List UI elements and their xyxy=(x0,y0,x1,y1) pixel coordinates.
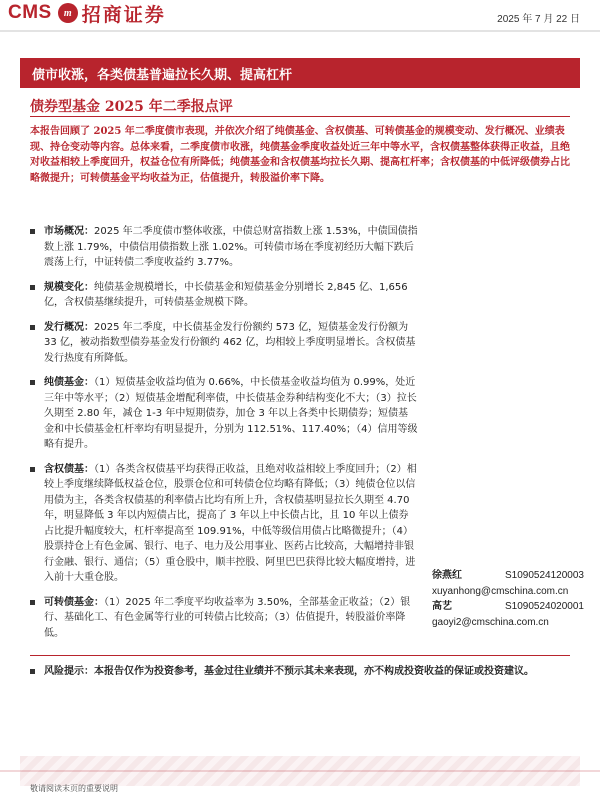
key-point-equity-bond xyxy=(30,462,418,586)
key-point-label: 可转债基金： xyxy=(44,596,104,608)
key-points-list xyxy=(30,224,418,650)
bullet-square-icon xyxy=(30,467,35,472)
key-point-text: 2025 年二季度债市整体收涨，中债总财富指数上涨 1.53%，中债国债指数上涨 1.79%，中债信用债指数上涨 1.02%。可转债市场在季度初经历大幅下跌后震荡上行，中证转债二季度收益约 3.77%。 xyxy=(44,226,418,268)
report-abstract: 本报告回顾了 2025 年二季度债市表现，并依次介绍了纯债基金、含权债基、可转债基金的规模变动、发行概况、业绩表现、持仓变动等内容。总体来看，二季度债市收涨，纯债基金季度收益处近三年中等水平，含权债基整体获得正收益，且绝对收益相较上季度回升，权益仓位有所降低；纯债基金和含权债基均拉长久期、提高杠杆率；含权债基的中低评级债券占比略微提升；可转债基金平均收益为正，估值提升，转股溢价率下降。 xyxy=(30,126,570,184)
key-point-text: 2025 年二季度，中长债基金发行份额约 573 亿，短债基金发行份额为 33 亿，被动指数型债券基金发行份额约 462 亿，均相较上季度明显增长。含权债基发行热度有所降低。 xyxy=(44,321,416,364)
section-title: 债市收涨，各类债基普遍拉长久期、提高杠杆 xyxy=(32,68,293,83)
key-point-convertible xyxy=(30,595,418,642)
header-divider xyxy=(0,30,600,32)
risk-warning-text: 风险提示：本报告仅作为投资参考，基金过往业绩并不预示其未来表现，亦不构成投资收益的保证或投资建议。 xyxy=(44,666,534,677)
report-date: 2025 年 7 月 22 日 xyxy=(497,14,580,25)
bullet-square-icon xyxy=(30,600,35,605)
key-point-text: （1）短债基金收益均值为 0.66%，中长债基金收益均值为 0.99%，处近三年中等水平；（2）短债基金增配利率债，中长债基金券种结构变化不大；（3）拉长久期至 2.80 年，减仓 1-3 年中短期债券，加仓 3 年以上各类中长期债券；短债基金和中长债基金杠杆率均有明显提升，分别为 112.51%、117.40%；（4）信用等级略有提升。 xyxy=(44,377,418,450)
section-banner xyxy=(20,58,580,88)
analyst-email[interactable]: xuyanhong@cmschina.com.cn xyxy=(432,585,569,597)
footer-divider xyxy=(0,770,600,772)
bullet-square-icon xyxy=(30,325,35,330)
key-point-label: 发行概况： xyxy=(44,321,94,333)
key-point-text: （1）2025 年二季度平均收益率为 3.50%，全部基金正收益；（2）银行、基础化工、有色金属等行业的可转债占比较高；（3）估值提升，转股溢价率降低。 xyxy=(44,596,411,639)
logo-emblem-icon: m xyxy=(58,3,78,23)
logo-latin-text: CMS xyxy=(8,2,52,23)
bullet-square-icon xyxy=(30,229,35,234)
key-point-label: 含权债基： xyxy=(44,463,94,475)
key-point-label: 市场概况： xyxy=(44,226,94,237)
company-logo xyxy=(8,0,166,26)
logo-chinese-text: 招商证券 xyxy=(81,3,166,26)
analyst-name: 高艺 xyxy=(432,601,452,612)
risk-warning xyxy=(30,664,570,680)
analyst-name: 徐燕红 xyxy=(432,570,462,581)
analyst-row xyxy=(432,568,584,584)
analyst-info xyxy=(432,568,584,630)
bullet-square-icon xyxy=(30,285,35,290)
key-point-label: 纯债基金： xyxy=(44,377,94,388)
analyst-email[interactable]: gaoyi2@cmschina.com.cn xyxy=(432,616,549,628)
report-title: 债券型基金 2025 年二季报点评 xyxy=(30,99,233,115)
analyst-certificate: S1090524120003 xyxy=(505,570,584,581)
footer-note: 敬请阅读末页的重要说明 xyxy=(30,784,118,793)
key-point-label: 规模变化： xyxy=(44,281,94,293)
key-point-text: 纯债基金规模增长，中长债基金和短债基金分别增长 2,845 亿、1,656 亿，含权债基继续提升，可转债基金规模下降。 xyxy=(44,281,408,308)
key-point-market xyxy=(30,224,418,271)
key-point-scale xyxy=(30,280,418,311)
analyst-row xyxy=(432,599,584,615)
title-divider xyxy=(30,116,570,117)
key-point-pure-bond xyxy=(30,375,418,453)
key-point-issuance xyxy=(30,320,418,367)
bullet-square-icon xyxy=(30,380,35,385)
key-point-text: （1）各类含权债基平均获得正收益，且绝对收益相较上季度回升；（2）相较上季度继续降低权益仓位，股票仓位和可转债仓位均略有降低；（3）纯债仓位以信用债为主，各类含权债基的利率债占比均有所上升，含权债基明显拉长久期至 4.70 年，明显降低 3 年以内短债占比，提高了 3 年以上中长债占比，且 10 年以上债券占比提升幅度较大，杠杆率提高至 109.91%，中低等级信用债占比略微提升；（4）股票持仓上有色金属、银行、电子、电力及公用事业、医药占比较高，大幅增持非银行金融、银行、通信；（5）重仓股中，顺丰控股、阿里巴巴获得比较大幅度增持，进入前十大重仓股。 xyxy=(44,463,417,583)
analyst-certificate: S1090524020001 xyxy=(505,601,584,612)
risk-divider xyxy=(30,655,570,656)
bullet-square-icon xyxy=(30,669,35,674)
